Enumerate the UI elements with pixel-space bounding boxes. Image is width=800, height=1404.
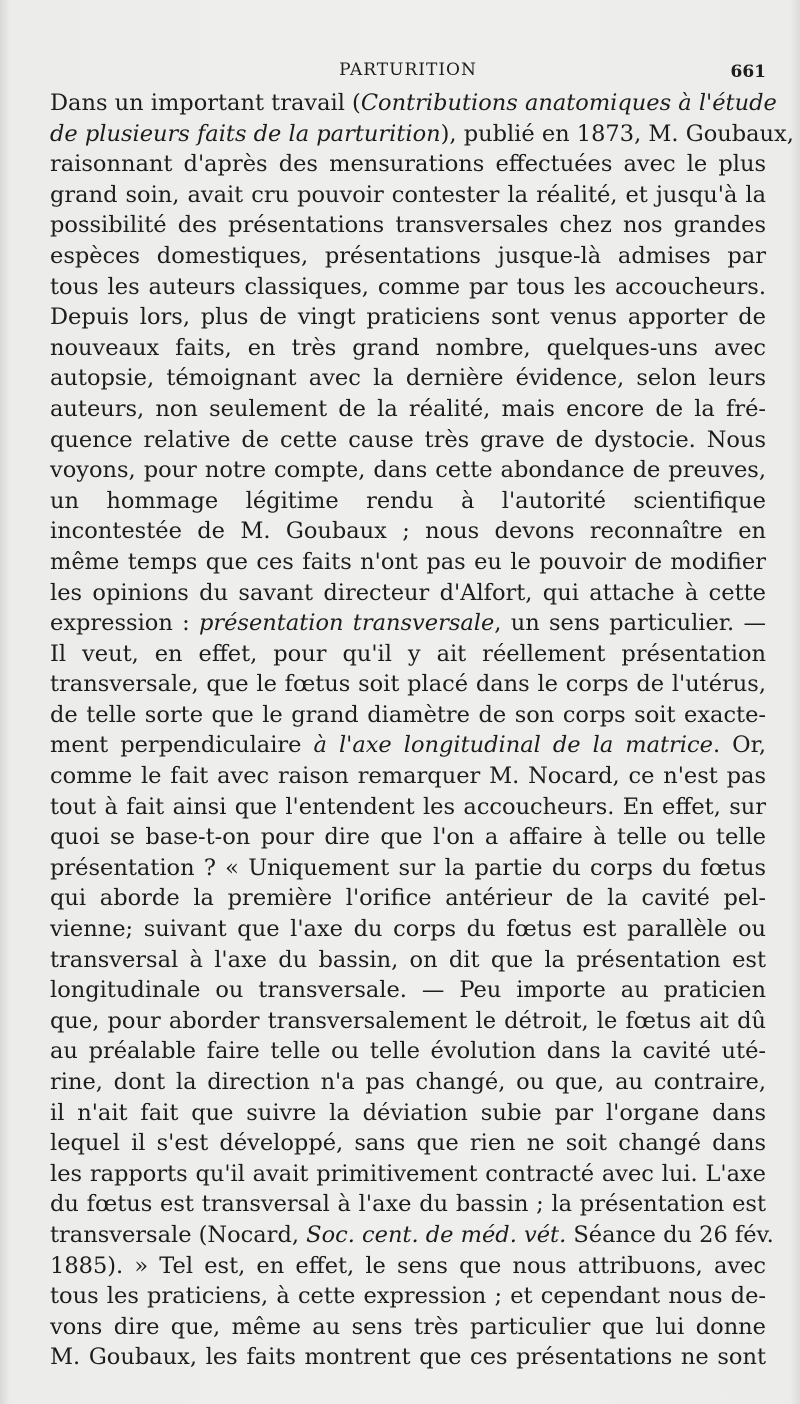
text-line xyxy=(50,792,766,823)
text-line xyxy=(50,1067,766,1098)
italic-segment: présentation transversale xyxy=(198,610,495,637)
text-segment: tout à fait ainsi que l'entendent les accoucheurs. En effet, sur xyxy=(50,793,766,820)
text-segment: ), publié en 1873, M. Goubaux, xyxy=(440,120,794,147)
text-segment: espèces domestiques, présentations jusque-là admises par xyxy=(50,242,766,269)
italic-segment: de plusieurs faits de la parturition xyxy=(50,120,441,147)
text-segment: au préalable faire telle ou telle évolution dans la cavité uté- xyxy=(50,1038,766,1065)
italic-segment: Contributions anatomiques à l'étude xyxy=(360,90,777,116)
text-segment: du fœtus est transversal à l'axe du bassin ; la présentation est xyxy=(50,1191,766,1218)
text-line xyxy=(50,241,766,272)
text-segment: quoi se base-t-on pour dire que l'on a affaire à telle ou telle xyxy=(50,824,766,851)
text-line xyxy=(50,516,766,547)
text-line xyxy=(50,1251,766,1282)
text-segment: transversale, que le fœtus soit placé dans le corps de l'utérus, xyxy=(50,671,766,698)
text-line xyxy=(50,730,766,761)
text-line xyxy=(50,486,766,517)
text-segment: nouveaux faits, en très grand nombre, quelques-uns avec xyxy=(50,334,766,361)
text-line xyxy=(50,578,766,609)
text-line xyxy=(50,1189,766,1220)
text-line xyxy=(50,914,766,945)
text-line xyxy=(50,945,766,976)
text-line xyxy=(50,149,766,180)
text-line xyxy=(50,883,766,914)
text-segment: autopsie, témoignant avec la dernière évidence, selon leurs xyxy=(50,365,766,392)
text-segment: un hommage légitime rendu à l'autorité scientifique xyxy=(50,487,766,514)
text-line xyxy=(50,333,766,364)
text-line xyxy=(50,761,766,792)
text-segment: 1885). » Tel est, en effet, le sens que nous attribuons, avec xyxy=(50,1252,766,1279)
italic-segment: Soc. cent. de méd. vét. xyxy=(306,1221,567,1248)
running-title: PARTURITION xyxy=(339,60,477,80)
text-segment: , un sens particulier. — xyxy=(494,610,766,637)
text-line xyxy=(50,608,766,639)
text-segment: tous les praticiens, à cette expression ; et cependant nous de- xyxy=(50,1283,766,1310)
text-segment: rine, dont la direction n'a pas changé, ou que, au contraire, xyxy=(50,1069,766,1095)
text-line xyxy=(50,302,766,333)
text-segment: même temps que ces faits n'ont pas eu le pouvoir de modifier xyxy=(50,548,766,575)
text-line xyxy=(50,180,766,211)
text-segment: il n'ait fait que suivre la déviation subie par l'organe dans xyxy=(50,1099,766,1126)
text-segment: possibilité des présentations transversales chez nos grandes xyxy=(50,212,766,239)
text-segment: . Or, xyxy=(712,732,767,759)
text-line xyxy=(50,1281,766,1312)
text-segment: voyons, pour notre compte, dans cette abondance de preuves, xyxy=(50,457,766,484)
text-segment: auteurs, non seulement de la réalité, mais encore de la fré- xyxy=(50,395,766,422)
text-segment: transversale (Nocard, xyxy=(50,1221,307,1248)
text-segment: Depuis lors, plus de vingt praticiens sont venus apporter de xyxy=(50,304,766,331)
text-segment: Séance du 26 fév. xyxy=(566,1221,774,1248)
text-line xyxy=(50,455,766,486)
running-head xyxy=(50,58,766,86)
text-line xyxy=(50,639,766,670)
text-segment: présentation ? « Uniquement sur la partie du corps du fœtus xyxy=(50,854,766,881)
text-line xyxy=(50,1342,766,1373)
text-line xyxy=(50,669,766,700)
text-line xyxy=(50,822,766,853)
text-segment: M. Goubaux, les faits montrent que ces présentations ne sont xyxy=(50,1344,766,1371)
text-segment: que, pour aborder transversalement le détroit, le fœtus ait dû xyxy=(50,1007,766,1034)
text-line xyxy=(50,88,777,119)
page-number: 661 xyxy=(730,62,766,82)
text-segment: grand soin, avait cru pouvoir contester la réalité, et jusqu'à la xyxy=(50,181,766,208)
text-line xyxy=(50,1128,766,1159)
text-segment: expression : xyxy=(50,610,199,637)
text-line xyxy=(50,425,766,456)
text-line xyxy=(50,1312,766,1343)
text-segment: tous les auteurs classiques, comme par tous les accoucheurs. xyxy=(50,273,766,300)
text-segment: longitudinale ou transversale. — Peu importe au praticien xyxy=(50,977,766,1004)
text-line xyxy=(50,363,766,394)
text-segment: vienne; suivant que l'axe du corps du fœtus est parallèle ou xyxy=(50,916,766,943)
text-line xyxy=(50,394,766,425)
body-text xyxy=(50,88,794,1373)
text-segment: ment perpendiculaire xyxy=(50,732,314,759)
text-line xyxy=(50,1098,766,1129)
text-segment: Dans un important travail ( xyxy=(50,90,361,116)
text-line xyxy=(50,272,766,303)
text-line xyxy=(50,853,766,884)
text-segment: incontestée de M. Goubaux ; nous devons reconnaître en xyxy=(50,518,766,545)
text-segment: de telle sorte que le grand diamètre de son corps soit exacte- xyxy=(50,701,766,728)
text-line xyxy=(50,975,766,1006)
text-segment: les opinions du savant directeur d'Alfort, qui attache à cette xyxy=(50,579,766,606)
text-line xyxy=(50,547,766,578)
text-segment: quence relative de cette cause très grave de dystocie. Nous xyxy=(50,426,766,453)
text-line xyxy=(50,700,766,731)
text-line xyxy=(50,1220,774,1251)
text-segment: Il veut, en effet, pour qu'il y ait réellement présentation xyxy=(50,640,766,667)
text-line xyxy=(50,1159,766,1190)
text-segment: les rapports qu'il avait primitivement contracté avec lui. L'axe xyxy=(50,1160,766,1187)
text-segment: raisonnant d'après des mensurations effectuées avec le plus xyxy=(50,151,766,178)
text-line xyxy=(50,210,766,241)
text-segment: lequel il s'est développé, sans que rien ne soit changé dans xyxy=(50,1130,766,1157)
text-segment: vons dire que, même au sens très particulier que lui donne xyxy=(50,1313,766,1340)
text-segment: qui aborde la première l'orifice antérieur de la cavité pel- xyxy=(50,885,766,912)
italic-segment: à l'axe longitudinal de la matrice xyxy=(313,732,713,759)
text-line xyxy=(50,119,794,150)
text-segment: comme le fait avec raison remarquer M. Nocard, ce n'est pas xyxy=(50,763,766,790)
text-segment: transversal à l'axe du bassin, on dit que la présentation est xyxy=(50,946,766,973)
text-line xyxy=(50,1036,766,1067)
text-line xyxy=(50,1006,766,1037)
